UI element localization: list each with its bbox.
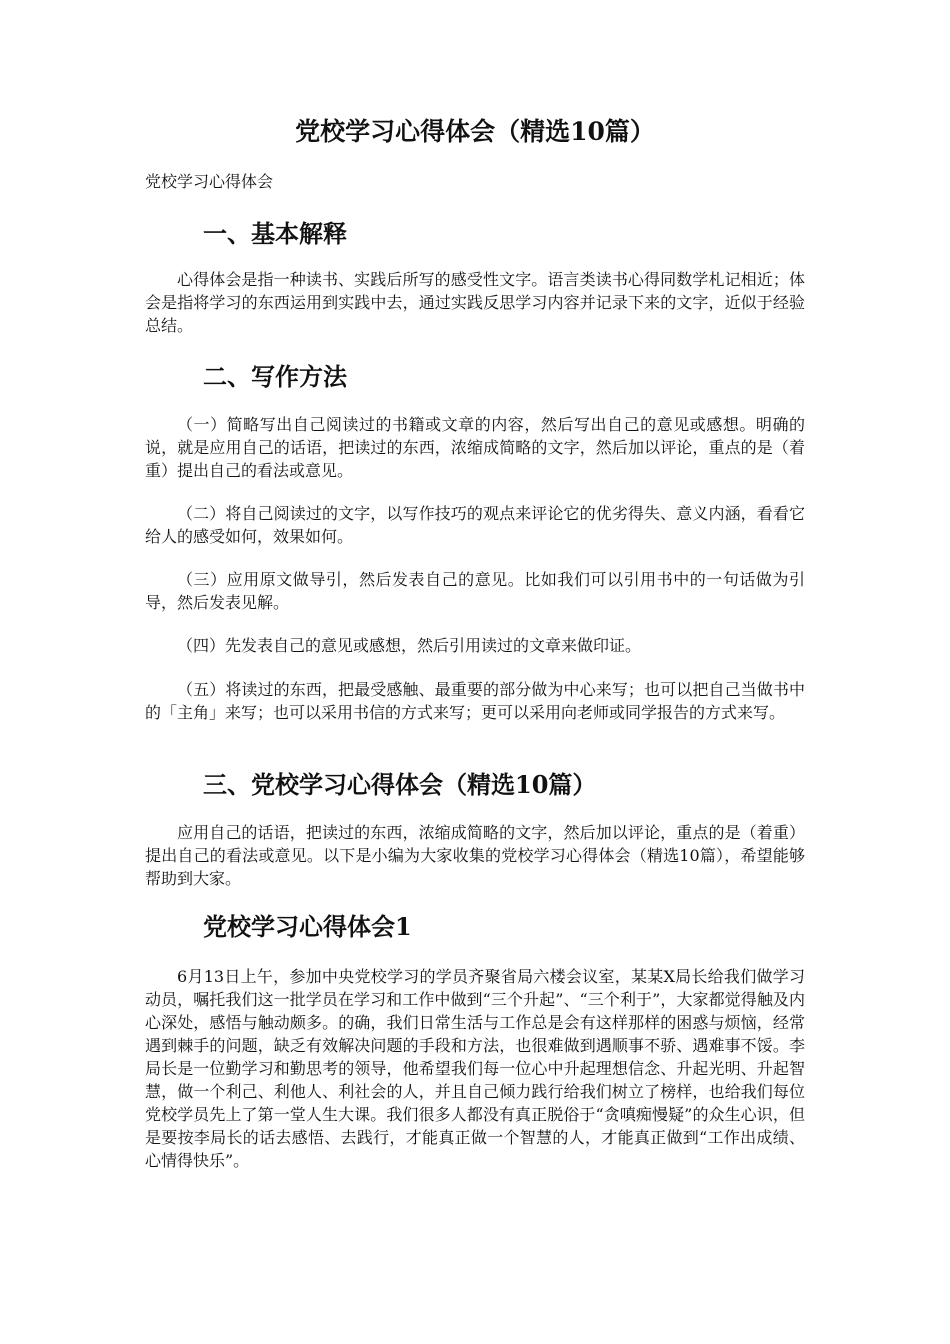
paragraph: （五）将读过的东西，把最受感触、最重要的部分做为中心来写；也可以把自己当做书中的「主角」来写；也可以采用书信的方式来写；更可以采用向老师或同学报告的方式来写。: [145, 680, 805, 722]
paragraph: 6月13日上午，参加中央党校学习的学员齐聚省局六楼会议室，某某X局长给我们做学习动员，嘱托我们这一批学员在学习和工作中做到“三个升起”、“三个利于”，大家都觉得触及内心深处，感悟与触动颇多。的确，我们日常生活与工作总是会有这样那样的困惑与烦恼，经常遇到棘手的问题，缺乏有效解决问题的手段和方法，也很难做到遇顺事不骄、遇难事不馁。李局长是一位勤学习和勤思考的领导，他希望我们每一位心中升起理想信念、升起光明、升起智慧，做一个利己、利他人、利社会的人，并且自己倾力践行给我们树立了榜样，也给我们每位党校学员先上了第一堂人生大课。我们很多人都没有真正脱俗于“贪嗔痴慢疑”的众生心识，但是要按李局长的话去感悟、去践行，才能真正做一个智慧的人，才能真正做到“工作出成绩、心情得快乐”。: [145, 967, 805, 1170]
paragraph: 应用自己的话语，把读过的东西，浓缩成简略的文字，然后加以评论，重点的是（着重）提出自己的看法或意见。以下是小编为大家收集的党校学习心得体会（精选10篇），希望能够帮助到大家。: [145, 823, 805, 888]
paragraph: （二）将自己阅读过的文字，以写作技巧的观点来评论它的优劣得失、意义内涵，看看它给人的感受如何，效果如何。: [145, 504, 805, 546]
document-title: 党校学习心得体会（精选10篇）: [295, 117, 655, 146]
document-subtitle: 党校学习心得体会: [145, 172, 274, 191]
section-heading-selected-essays: 三、党校学习心得体会（精选10篇）: [203, 770, 597, 799]
section-heading-writing-method: 二、写作方法: [203, 362, 347, 391]
paragraph: 心得体会是指一种读书、实践后所写的感受性文字。语言类读书心得同数学札记相近；体会是指将学习的东西运用到实践中去，通过实践反思学习内容并记录下来的文字，近似于经验总结。: [145, 270, 805, 335]
paragraph: （一）简略写出自己阅读过的书籍或文章的内容，然后写出自己的意见或感想。明确的说，就是应用自己的话语，把读过的东西，浓缩成简略的文字，然后加以评论，重点的是（着重）提出自己的看法或意见。: [145, 415, 805, 480]
section-heading-basic-explanation: 一、基本解释: [203, 219, 347, 248]
essay-heading-1: 党校学习心得体会1: [203, 912, 412, 941]
paragraph: （三）应用原文做导引，然后发表自己的意见。比如我们可以引用书中的一句话做为引导，然后发表见解。: [145, 570, 805, 612]
paragraph: （四）先发表自己的意见或感想，然后引用读过的文章来做印证。: [177, 636, 642, 655]
